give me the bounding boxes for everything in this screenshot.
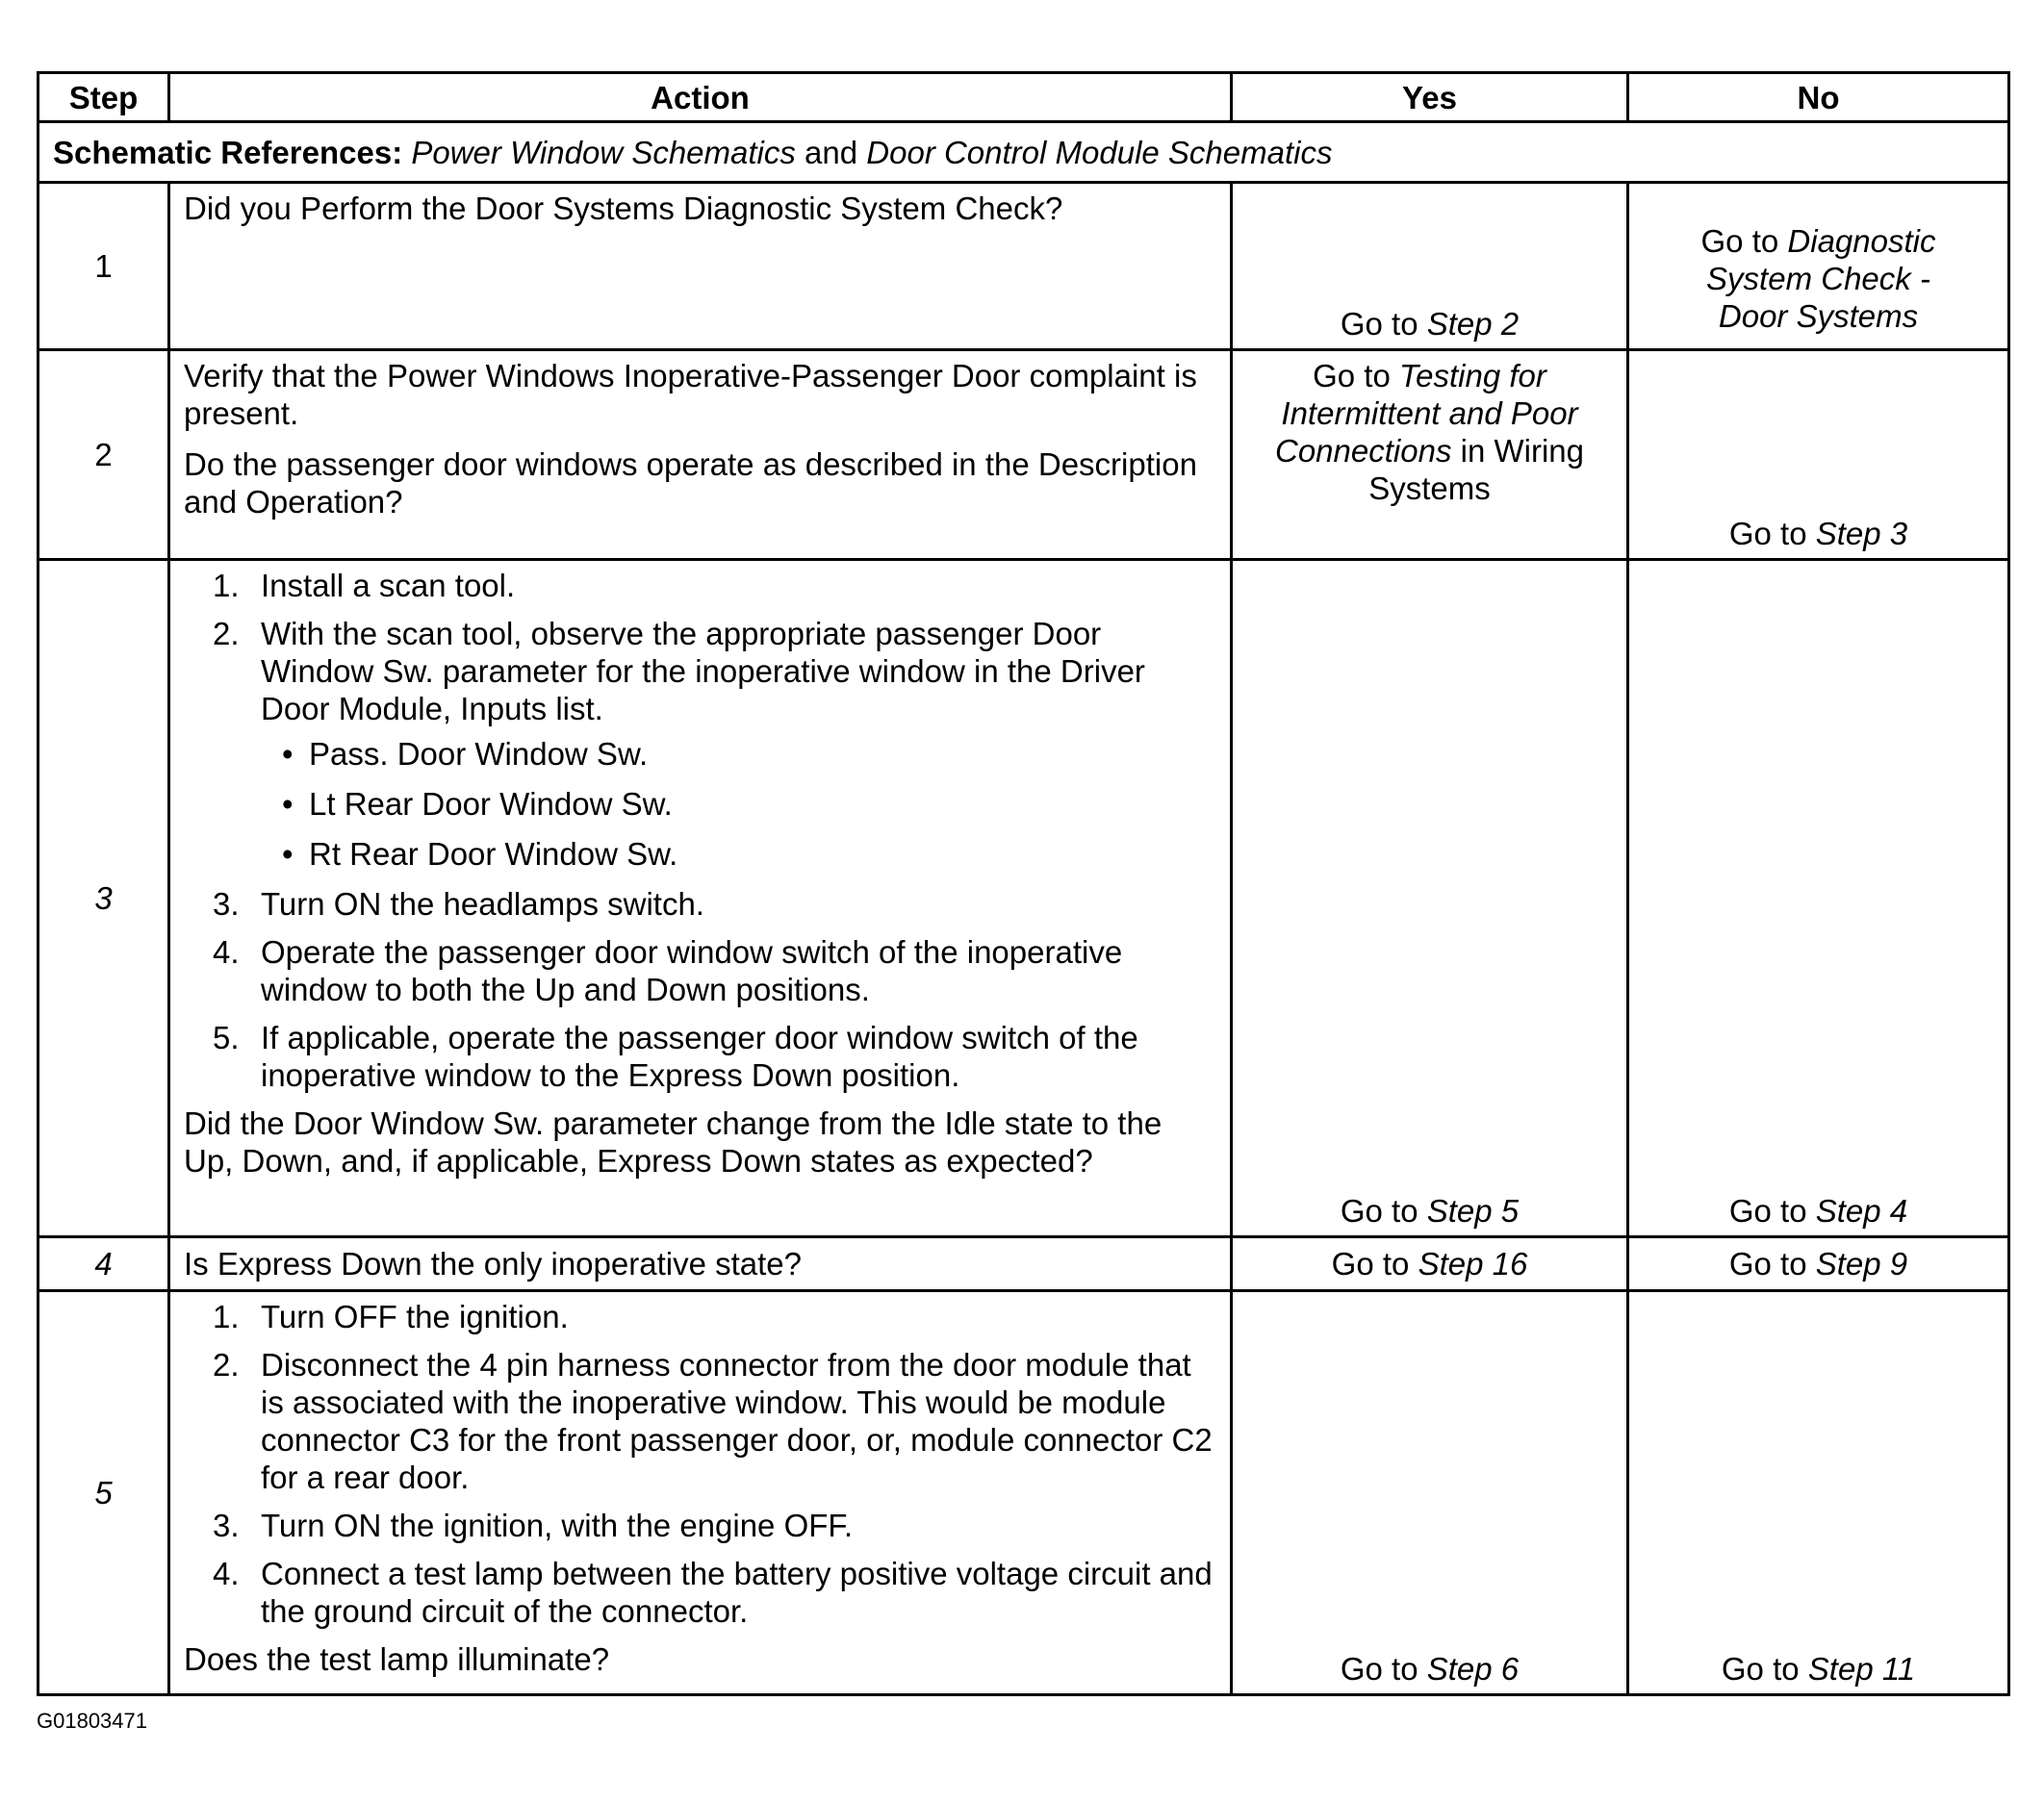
no-target-link[interactable]: Diagnostic System Check - Door Systems [1706,223,1936,334]
no-target-link[interactable]: Step 9 [1815,1246,1908,1282]
go-to-label: Go to [1331,1246,1410,1282]
go-to-label: Go to [1340,306,1418,342]
yes-cell [1232,1237,1628,1291]
go-to-label: Go to [1721,1651,1800,1687]
action-question: Did you Perform the Door Systems Diagnostic System Check? [184,190,1063,226]
action-cell [169,560,1232,1237]
list-item: 4. Operate the passenger door window switch of the inoperative window to both the Up and Down positions. [213,934,1123,1007]
step-number: 4 [38,1237,169,1291]
no-target-link[interactable]: Step 3 [1815,516,1908,551]
yes-cell [1232,350,1628,560]
table-row [38,560,2009,1237]
header-yes: Yes [1232,73,1628,122]
yes-cell [1232,183,1628,350]
action-cell [169,1291,1232,1695]
list-item: 2. With the scan tool, observe the appropriate passenger Door Window Sw. parameter for the inoperative window in the Driver Door Module, Inputs list. • Pass. Door Window Sw. • Lt Rear Door Window Sw. • Rt Rear Door Window Sw. [184,615,1216,873]
go-to-label: Go to [1728,1193,1807,1229]
header-step: Step [38,73,169,122]
list-item: • Rt Rear Door Window Sw. [261,835,1216,873]
go-to-label: Go to [1728,1246,1807,1282]
action-question: Is Express Down the only inoperative state? [184,1246,803,1282]
schematic-label: Schematic References: [53,134,403,170]
action-question: Do the passenger door windows operate as described in the Description and Operation? [184,446,1197,520]
list-item: • Lt Rear Door Window Sw. [261,785,1216,823]
no-cell [1628,1291,2009,1695]
no-cell [1628,1237,2009,1291]
list-item: 1. Install a scan tool. [213,568,516,603]
yes-cell [1232,560,1628,1237]
list-item: 4. Connect a test lamp between the battery positive voltage circuit and the ground circuit of the connector. [213,1556,1213,1629]
procedure-list [184,567,1216,1094]
list-item: 2. Disconnect the 4 pin harness connector from the door module that is associated with the inoperative window. This would be module connector C3 for the front passenger door, or, module connector C2 for a rear door. [213,1347,1213,1495]
table-row [38,1237,2009,1291]
procedure-list [184,1298,1216,1630]
schematic-ref-power-window: Power Window Schematics [411,134,796,170]
no-cell [1628,183,2009,350]
diagnostic-table [37,71,2010,1696]
header-action: Action [169,73,1232,122]
step-number: 2 [38,350,169,560]
schematic-references-row [38,122,2009,183]
step-number: 3 [38,560,169,1237]
action-cell [169,183,1232,350]
yes-target-link[interactable]: Step 16 [1418,1246,1528,1282]
schematic-and: and [805,134,858,170]
schematic-ref-door-control: Door Control Module Schematics [866,134,1333,170]
list-item: 1. Turn OFF the ignition. [213,1299,569,1334]
figure-id: G01803471 [37,1709,147,1733]
action-cell [169,350,1232,560]
list-item: 3. Turn ON the ignition, with the engine OFF. [213,1508,854,1543]
go-to-label: Go to [1728,516,1807,551]
no-cell [1628,560,2009,1237]
action-question: Does the test lamp illuminate? [184,1641,610,1677]
action-question: Did the Door Window Sw. parameter change from the Idle state to the Up, Down, and, if applicable, Express Down states as expected? [184,1105,1163,1179]
go-to-label: Go to [1340,1193,1418,1229]
go-to-label: Go to [1313,358,1391,394]
parameter-list [261,735,1216,873]
table-row [38,1291,2009,1695]
schematic-references [38,122,2009,183]
action-text: Verify that the Power Windows Inoperative-Passenger Door complaint is present. [184,358,1197,431]
no-target-link[interactable]: Step 4 [1815,1193,1908,1229]
yes-target-link[interactable]: Testing for Intermittent and Poor Connections [1275,358,1578,469]
no-target-link[interactable]: Step 11 [1807,1651,1916,1687]
yes-target-suffix: in Wiring Systems [1368,433,1584,506]
yes-target-link[interactable]: Step 6 [1426,1651,1520,1687]
table-row [38,350,2009,560]
go-to-label: Go to [1340,1651,1418,1687]
no-cell [1628,350,2009,560]
header-row [38,73,2009,122]
table-row [38,183,2009,350]
header-no: No [1628,73,2009,122]
list-item: • Pass. Door Window Sw. [261,735,1216,773]
step-number: 1 [38,183,169,350]
yes-target-link[interactable]: Step 2 [1426,306,1520,342]
step-number: 5 [38,1291,169,1695]
go-to-label: Go to [1700,223,1779,259]
action-cell [169,1237,1232,1291]
yes-target-link[interactable]: Step 5 [1426,1193,1520,1229]
yes-cell [1232,1291,1628,1695]
list-item: 3. Turn ON the headlamps switch. [213,886,704,922]
list-item: 5. If applicable, operate the passenger door window switch of the inoperative window to the Express Down position. [213,1020,1138,1093]
